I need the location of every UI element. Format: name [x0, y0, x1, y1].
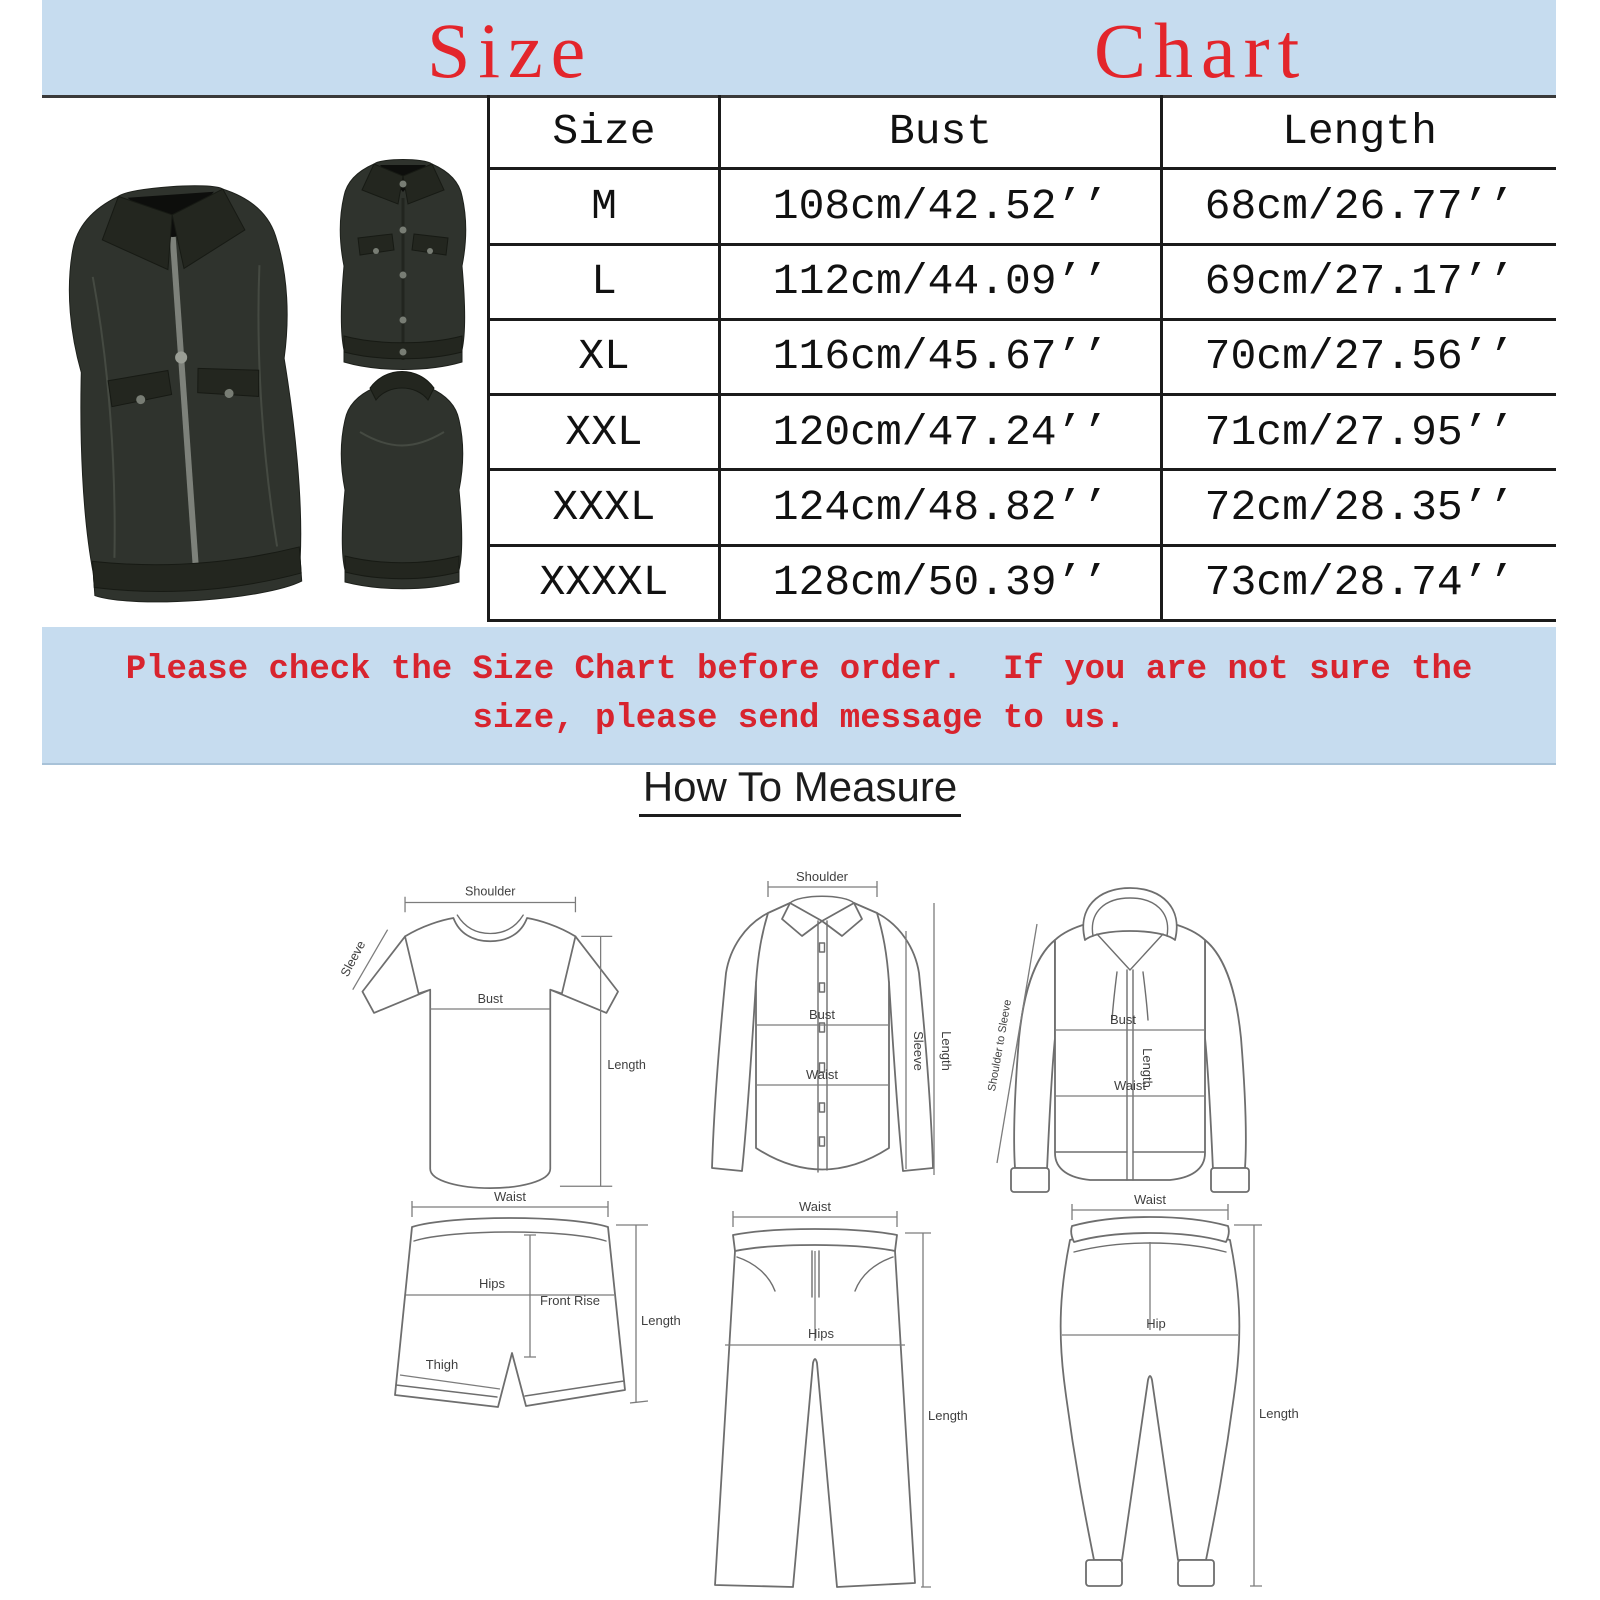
shirt-measure-diagram: [690, 869, 955, 1208]
vest-photo-front-buttoned: [318, 140, 488, 375]
shorts-hips-label: Hips: [478, 1276, 506, 1291]
tshirt-measure-diagram: [337, 878, 650, 1203]
shirt-length-label: Length: [939, 1031, 954, 1071]
length-value: 69cm/27.17’’: [1160, 246, 1556, 321]
pants-waist-label: Waist: [798, 1199, 832, 1214]
col-header-size: Size: [490, 95, 718, 170]
joggers-hip-label: Hip: [1146, 1316, 1166, 1331]
length-value: 73cm/28.74’’: [1160, 547, 1556, 622]
joggers-measure-diagram: [1030, 1192, 1299, 1590]
shirt-shoulder-label: Shoulder: [795, 869, 849, 884]
length-value: 72cm/28.35’’: [1160, 471, 1556, 546]
size-value: XXXXL: [490, 547, 718, 622]
pants-length-label: Length: [928, 1408, 968, 1423]
how-to-measure-section: [0, 763, 1600, 817]
table-row: [490, 321, 1556, 396]
hoodie-length-label: Length: [1140, 1048, 1155, 1088]
size-value: XXL: [490, 396, 718, 471]
bust-value: 120cm/47.24’’: [718, 396, 1160, 471]
pants-hips-label: Hips: [807, 1326, 835, 1341]
hoodie-shoulder-to-sleeve-label: Shoulder to Sleeve: [986, 998, 1015, 1093]
table-row: [490, 170, 1556, 245]
shorts-front-rise-label: Front Rise: [540, 1293, 600, 1308]
tshirt-sleeve-label: Sleeve: [337, 938, 369, 980]
bust-value: 116cm/45.67’’: [718, 321, 1160, 396]
shorts-thigh-label: Thigh: [425, 1357, 459, 1372]
bust-value: 128cm/50.39’’: [718, 547, 1160, 622]
size-value: XL: [490, 321, 718, 396]
size-value: L: [490, 246, 718, 321]
tshirt-bust-label: Bust: [477, 992, 503, 1007]
joggers-waist-label: Waist: [1133, 1192, 1167, 1207]
size-value: XXXL: [490, 471, 718, 546]
page-title-size: Size: [427, 7, 594, 94]
shirt-bust-label: Bust: [808, 1007, 836, 1022]
shorts-measure-diagram: [380, 1189, 681, 1445]
length-value: 70cm/27.56’’: [1160, 321, 1556, 396]
pants-measure-diagram: [695, 1199, 968, 1595]
page-title-chart: Chart: [1094, 7, 1308, 94]
how-to-measure-heading: How To Measure: [639, 763, 961, 817]
title-band: [42, 0, 1556, 98]
table-row: [490, 396, 1556, 471]
notice-line-2: size, please send message to us.: [472, 700, 1126, 738]
length-value: 68cm/26.77’’: [1160, 170, 1556, 245]
size-table-header-row: [490, 95, 1556, 170]
size-value: M: [490, 170, 718, 245]
tshirt-length-label: Length: [607, 1058, 646, 1073]
col-header-bust: Bust: [718, 95, 1160, 170]
bust-value: 124cm/48.82’’: [718, 471, 1160, 546]
table-row: [490, 246, 1556, 321]
vest-photo-main-front: [12, 140, 356, 629]
bust-value: 108cm/42.52’’: [718, 170, 1160, 245]
hoodie-bust-label: Bust: [1109, 1012, 1137, 1027]
bust-value: 112cm/44.09’’: [718, 246, 1160, 321]
shorts-length-label: Length: [641, 1313, 681, 1328]
table-row: [490, 471, 1556, 546]
joggers-length-label: Length: [1259, 1406, 1299, 1421]
length-value: 71cm/27.95’’: [1160, 396, 1556, 471]
hoodie-measure-diagram: [985, 878, 1275, 1208]
tshirt-shoulder-label: Shoulder: [465, 884, 516, 899]
vest-photo-back: [316, 358, 488, 590]
table-row: [490, 547, 1556, 622]
shorts-waist-label: Waist: [493, 1189, 527, 1204]
shirt-waist-label: Waist: [805, 1067, 839, 1082]
col-header-length: Length: [1160, 95, 1556, 170]
size-table: [487, 95, 1556, 622]
hoodie-waist-label: Waist: [1113, 1078, 1147, 1093]
notice-banner: [42, 627, 1556, 765]
notice-line-1: Please check the Size Chart before order. If you are not sure the: [125, 651, 1473, 689]
shirt-sleeve-label: Sleeve: [911, 1031, 926, 1071]
